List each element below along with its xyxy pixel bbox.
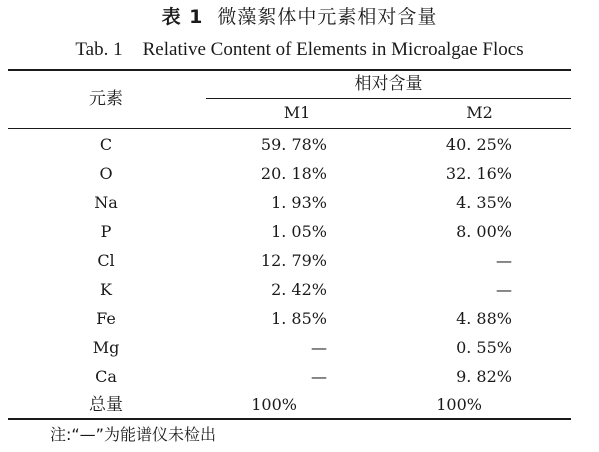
table-cell-m1: 1. 93% [271,193,327,212]
table-bottom-rule [8,418,571,420]
table-caption-chinese [0,4,599,30]
table-number-english: Tab. 1 [75,39,123,60]
table-cell-element: K [100,280,112,299]
header-m1: M1 [283,103,311,122]
table-cell-m2: 4. 88% [456,309,512,328]
table-cell-m2: — [496,280,512,299]
table-cell-element: Mg [92,338,120,357]
table-footnote: 注:“—”为能谱仪未检出 [50,425,216,444]
table-cell-element: Cl [97,251,115,270]
table-header-rule [8,128,571,129]
table-cell-m1: 20. 18% [260,164,327,183]
table-cell-m2: — [496,251,512,270]
table-title-chinese: 微藻絮体中元素相对含量 [217,6,438,28]
table-cell-m1: — [311,338,327,357]
table-cell-element: O [99,164,113,183]
table-group-rule [206,98,571,99]
table-cell-m2: 9. 82% [456,367,512,386]
table-top-rule [8,69,571,71]
table-cell-m2: 4. 35% [456,193,512,212]
total-m1: 100% [251,395,297,414]
table-cell-element: Ca [95,367,117,386]
table-title-english: Relative Content of Elements in Microalgae Flocs [142,39,524,60]
table-cell-m2: 0. 55% [456,338,512,357]
table-cell-m1: 1. 05% [271,222,327,241]
table-cell-m2: 8. 00% [456,222,512,241]
table-cell-m1: 12. 79% [260,251,327,270]
table-cell-element: P [100,222,112,241]
header-relative-content: 相对含量 [354,74,423,94]
table-cell-m2: 40. 25% [445,135,512,154]
table-cell-m1: 59. 78% [260,135,327,154]
table-cell-element: Na [94,193,118,212]
table-cell-element: Fe [96,309,116,328]
table-cell-m1: 2. 42% [271,280,327,299]
table-cell-element: C [99,135,113,154]
header-m2: M2 [466,103,493,122]
header-element: 元素 [89,89,123,109]
total-m2: 100% [436,395,482,414]
table-number-chinese: 表 1 [161,6,204,28]
table-cell-m1: — [311,367,327,386]
table-cell-m2: 32. 16% [445,164,512,183]
table-cell-m1: 1. 85% [271,309,327,328]
total-label: 总量 [89,395,123,415]
table-caption-english [0,37,599,63]
